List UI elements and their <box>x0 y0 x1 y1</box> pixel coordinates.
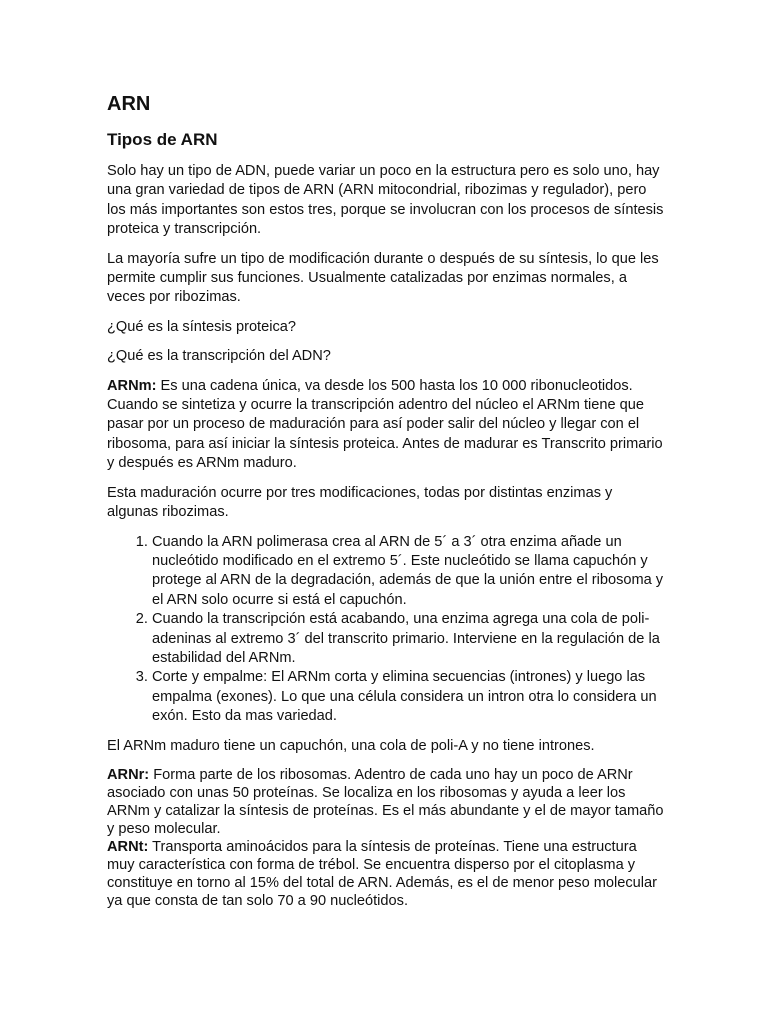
arnt-label: ARNt: <box>107 838 149 855</box>
paragraph-arnr <box>107 766 667 838</box>
question-transcription: ¿Qué es la transcripción del ADN? <box>107 348 331 365</box>
paragraph-intro: Solo hay un tipo de ADN, puede variar un poco en la estructura pero es solo uno, hay una gran variedad de tipos de ARN (ARN mitocondrial, ribozimas y regulador), pero los más importantes son estos tres, porque se involucran con los procesos de síntesis proteica y transcripción. <box>107 163 664 238</box>
arnr-text: Forma parte de los ribosomas. Adentro de cada uno hay un poco de ARNr asociado con unas 50 proteínas. Se localiza en los ribosomas y ayuda a leer los ARNm y catalizar la síntesis de proteínas. Es el más abundante y el de mayor tamaño y peso molecular. <box>107 766 664 837</box>
maturation-list <box>107 533 667 727</box>
arnm-text: Es una cadena única, va desde los 500 hasta los 10 000 ribonucleotidos. Cuando se sintetiza y ocurre la transcripción adentro del núcleo el ARNm tiene que pasar por un proceso de maduración para así poder salir del núcleo y llegar con el ribosoma, para así iniciar la síntesis proteica. Antes de madurar es Transcrito primario y después es ARNm maduro. <box>107 377 663 472</box>
question-protein-synthesis: ¿Qué es la síntesis proteica? <box>107 318 296 335</box>
arnr-label: ARNr: <box>107 766 150 783</box>
list-item: 1. Cuando la ARN polimerasa crea al ARN de 5´ a 3´ otra enzima añade un nucleótido modificado en el extremo 5´. Este nucleótido se llama capuchón y protege al ARN de la degradación, además de que la unión entre el ribosoma y el ARN solo ocurre si está el capuchón. <box>152 533 667 611</box>
arnt-text: Transporta aminoácidos para la síntesis de proteínas. Tiene una estructura muy característica con forma de trébol. Se encuentra disperso por el citoplasma y constituye en torno al 15% del total de ARN. Además, es el de menor peso molecular ya que consta de tan solo 70 a 90 nucleótidos. <box>107 838 658 909</box>
document-title: ARN <box>107 93 151 115</box>
paragraph-mature-arnm: El ARNm maduro tiene un capuchón, una cola de poli-A y no tiene intrones. <box>107 737 595 754</box>
paragraph-modification: La mayoría sufre un tipo de modificación durante o después de su síntesis, lo que les permite cumplir sus funciones. Usualmente catalizadas por enzimas normales, a veces por ribozimas. <box>107 250 659 306</box>
paragraph-arnt <box>107 838 667 910</box>
list-item: 3. Corte y empalme: El ARNm corta y elimina secuencias (intrones) y luego las empalma (exones). Lo que una célula considera un intron otra lo considera un exón. Esto da mas variedad. <box>152 668 667 726</box>
arnm-label: ARNm: <box>107 377 157 394</box>
document-page <box>107 92 667 910</box>
paragraph-maturation: Esta maduración ocurre por tres modificaciones, todas por distintas enzimas y algunas ribozimas. <box>107 484 613 521</box>
section-heading: Tipos de ARN <box>107 130 218 149</box>
list-item: 2. Cuando la transcripción está acabando, una enzima agrega una cola de poli-adeninas al extremo 3´ del transcrito primario. Interviene en la regulación de la estabilidad del ARNm. <box>152 610 667 668</box>
paragraph-arnm <box>107 377 667 474</box>
